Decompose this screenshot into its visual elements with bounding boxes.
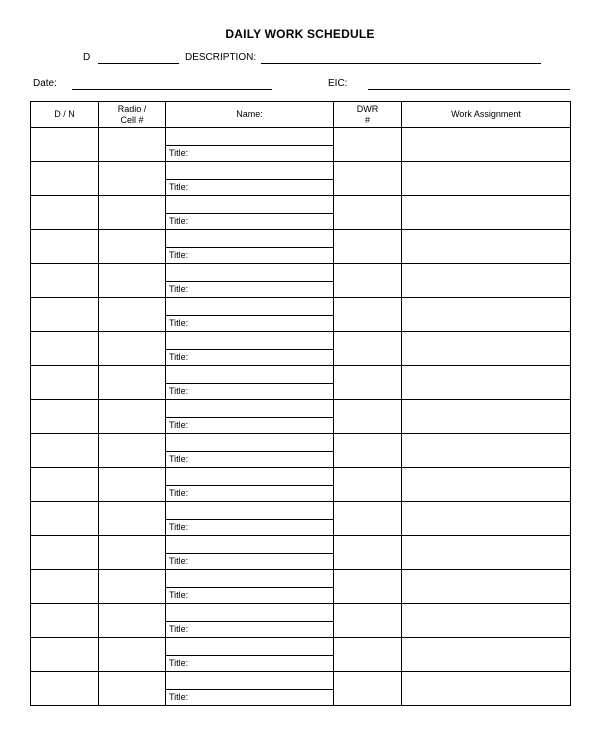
name-title-block — [166, 570, 333, 603]
radio-cell-cell[interactable] — [99, 128, 166, 162]
title-label: Title: — [169, 284, 189, 294]
d-label: D — [83, 52, 91, 63]
dwr-cell[interactable] — [334, 264, 402, 298]
name-cell[interactable] — [166, 230, 334, 264]
dwr-cell[interactable] — [334, 672, 402, 706]
title-label: Title: — [169, 250, 189, 260]
name-divider — [166, 315, 333, 316]
name-title-block — [166, 264, 333, 297]
dn-cell[interactable] — [31, 366, 99, 400]
radio-cell-cell[interactable] — [99, 162, 166, 196]
table-row — [31, 128, 571, 162]
radio-cell-cell[interactable] — [99, 502, 166, 536]
dwr-cell[interactable] — [334, 536, 402, 570]
name-divider — [166, 655, 333, 656]
name-cell[interactable] — [166, 536, 334, 570]
dwr-cell[interactable] — [334, 604, 402, 638]
work-assignment-cell[interactable] — [402, 400, 571, 434]
work-assignment-cell[interactable] — [402, 230, 571, 264]
name-cell[interactable] — [166, 332, 334, 366]
work-assignment-cell[interactable] — [402, 638, 571, 672]
radio-cell-cell[interactable] — [99, 196, 166, 230]
table-row — [31, 162, 571, 196]
radio-cell-cell[interactable] — [99, 230, 166, 264]
name-cell[interactable] — [166, 162, 334, 196]
dwr-cell[interactable] — [334, 434, 402, 468]
title-label: Title: — [169, 624, 189, 634]
d-field[interactable] — [98, 63, 179, 64]
work-assignment-cell[interactable] — [402, 128, 571, 162]
name-title-block — [166, 604, 333, 637]
name-cell[interactable] — [166, 196, 334, 230]
title-label: Title: — [169, 148, 189, 158]
title-label: Title: — [169, 420, 189, 430]
work-assignment-cell[interactable] — [402, 298, 571, 332]
name-title-block — [166, 502, 333, 535]
name-cell[interactable] — [166, 570, 334, 604]
work-assignment-cell[interactable] — [402, 162, 571, 196]
dn-cell[interactable] — [31, 604, 99, 638]
table-row — [31, 230, 571, 264]
work-assignment-cell[interactable] — [402, 502, 571, 536]
dn-cell[interactable] — [31, 536, 99, 570]
table-header-row — [31, 102, 571, 128]
name-title-block — [166, 672, 333, 705]
table-row — [31, 264, 571, 298]
radio-cell-cell[interactable] — [99, 468, 166, 502]
name-title-block — [166, 468, 333, 501]
name-title-block — [166, 332, 333, 365]
work-assignment-cell[interactable] — [402, 196, 571, 230]
name-title-block — [166, 638, 333, 671]
table-row — [31, 366, 571, 400]
dn-cell[interactable] — [31, 672, 99, 706]
radio-cell-cell[interactable] — [99, 298, 166, 332]
name-divider — [166, 689, 333, 690]
dn-cell[interactable] — [31, 264, 99, 298]
dn-cell[interactable] — [31, 162, 99, 196]
table-row — [31, 298, 571, 332]
schedule-table — [30, 101, 571, 706]
dwr-cell[interactable] — [334, 400, 402, 434]
table-row — [31, 502, 571, 536]
dn-cell[interactable] — [31, 468, 99, 502]
dwr-cell[interactable] — [334, 332, 402, 366]
work-assignment-cell[interactable] — [402, 672, 571, 706]
dn-cell[interactable] — [31, 298, 99, 332]
name-title-block — [166, 196, 333, 229]
work-assignment-cell[interactable] — [402, 570, 571, 604]
dn-cell[interactable] — [31, 638, 99, 672]
table-row — [31, 570, 571, 604]
work-assignment-cell[interactable] — [402, 264, 571, 298]
name-title-block — [166, 434, 333, 467]
dwr-cell[interactable] — [334, 162, 402, 196]
table-row — [31, 332, 571, 366]
name-title-block — [166, 128, 333, 161]
title-label: Title: — [169, 658, 189, 668]
dwr-cell[interactable] — [334, 128, 402, 162]
col-header-radio-line2: Cell # — [120, 114, 144, 125]
dn-cell[interactable] — [31, 502, 99, 536]
radio-cell-cell[interactable] — [99, 570, 166, 604]
name-cell[interactable] — [166, 400, 334, 434]
title-label: Title: — [169, 454, 189, 464]
name-divider — [166, 281, 333, 282]
dwr-cell[interactable] — [334, 196, 402, 230]
name-cell[interactable] — [166, 672, 334, 706]
dwr-cell[interactable] — [334, 570, 402, 604]
title-label: Title: — [169, 352, 189, 362]
col-header-work-assignment: Work Assignment — [402, 102, 571, 128]
col-header-radio-cell — [99, 102, 166, 128]
name-divider — [166, 451, 333, 452]
name-title-block — [166, 162, 333, 195]
dn-cell[interactable] — [31, 400, 99, 434]
table-row — [31, 672, 571, 706]
name-divider — [166, 349, 333, 350]
name-cell[interactable] — [166, 502, 334, 536]
dwr-cell[interactable] — [334, 638, 402, 672]
radio-cell-cell[interactable] — [99, 604, 166, 638]
title-label: Title: — [169, 318, 189, 328]
name-cell[interactable] — [166, 434, 334, 468]
title-label: Title: — [169, 522, 189, 532]
table-row — [31, 638, 571, 672]
schedule-body — [31, 128, 571, 706]
col-header-radio-line1: Radio / — [117, 103, 147, 114]
table-row — [31, 468, 571, 502]
work-assignment-cell[interactable] — [402, 434, 571, 468]
dn-cell[interactable] — [31, 332, 99, 366]
dn-cell[interactable] — [31, 230, 99, 264]
name-divider — [166, 485, 333, 486]
radio-cell-cell[interactable] — [99, 332, 166, 366]
name-title-block — [166, 400, 333, 433]
radio-cell-cell[interactable] — [99, 434, 166, 468]
name-divider — [166, 247, 333, 248]
radio-cell-cell[interactable] — [99, 536, 166, 570]
title-label: Title: — [169, 692, 189, 702]
name-title-block — [166, 536, 333, 569]
col-header-dwr — [334, 102, 402, 128]
table-row — [31, 196, 571, 230]
name-cell[interactable] — [166, 264, 334, 298]
page-title: DAILY WORK SCHEDULE — [225, 27, 375, 41]
table-row — [31, 434, 571, 468]
name-divider — [166, 179, 333, 180]
name-divider — [166, 621, 333, 622]
eic-field[interactable] — [368, 89, 570, 90]
name-title-block — [166, 366, 333, 399]
work-assignment-cell[interactable] — [402, 536, 571, 570]
radio-cell-cell[interactable] — [99, 638, 166, 672]
name-divider — [166, 383, 333, 384]
table-row — [31, 536, 571, 570]
name-divider — [166, 553, 333, 554]
date-field[interactable] — [72, 89, 272, 90]
name-divider — [166, 417, 333, 418]
dn-cell[interactable] — [31, 196, 99, 230]
eic-label: EIC: — [328, 78, 348, 89]
table-row — [31, 604, 571, 638]
name-divider — [166, 519, 333, 520]
work-assignment-cell[interactable] — [402, 468, 571, 502]
work-assignment-cell[interactable] — [402, 604, 571, 638]
col-header-name: Name: — [166, 102, 334, 128]
date-label: Date: — [33, 78, 57, 89]
title-label: Title: — [169, 216, 189, 226]
dwr-cell[interactable] — [334, 230, 402, 264]
radio-cell-cell[interactable] — [99, 264, 166, 298]
title-label: Title: — [169, 182, 189, 192]
radio-cell-cell[interactable] — [99, 400, 166, 434]
name-cell[interactable] — [166, 604, 334, 638]
work-assignment-cell[interactable] — [402, 332, 571, 366]
table-row — [31, 400, 571, 434]
title-label: Title: — [169, 488, 189, 498]
work-assignment-cell[interactable] — [402, 366, 571, 400]
name-cell[interactable] — [166, 468, 334, 502]
dn-cell[interactable] — [31, 128, 99, 162]
dwr-cell[interactable] — [334, 468, 402, 502]
radio-cell-cell[interactable] — [99, 366, 166, 400]
name-title-block — [166, 230, 333, 263]
dwr-cell[interactable] — [334, 502, 402, 536]
col-header-dwr-line2: # — [364, 114, 370, 125]
name-title-block — [166, 298, 333, 331]
name-divider — [166, 587, 333, 588]
dwr-cell[interactable] — [334, 298, 402, 332]
col-header-dn: D / N — [31, 102, 99, 128]
name-cell[interactable] — [166, 638, 334, 672]
name-cell[interactable] — [166, 298, 334, 332]
col-header-dwr-line1: DWR — [356, 103, 379, 114]
dn-cell[interactable] — [31, 434, 99, 468]
dn-cell[interactable] — [31, 570, 99, 604]
title-label: Title: — [169, 590, 189, 600]
name-cell[interactable] — [166, 128, 334, 162]
description-label: DESCRIPTION: — [185, 52, 257, 63]
title-label: Title: — [169, 386, 189, 396]
name-divider — [166, 213, 333, 214]
name-cell[interactable] — [166, 366, 334, 400]
description-field[interactable] — [261, 63, 541, 64]
radio-cell-cell[interactable] — [99, 672, 166, 706]
title-label: Title: — [169, 556, 189, 566]
dwr-cell[interactable] — [334, 366, 402, 400]
name-divider — [166, 145, 333, 146]
